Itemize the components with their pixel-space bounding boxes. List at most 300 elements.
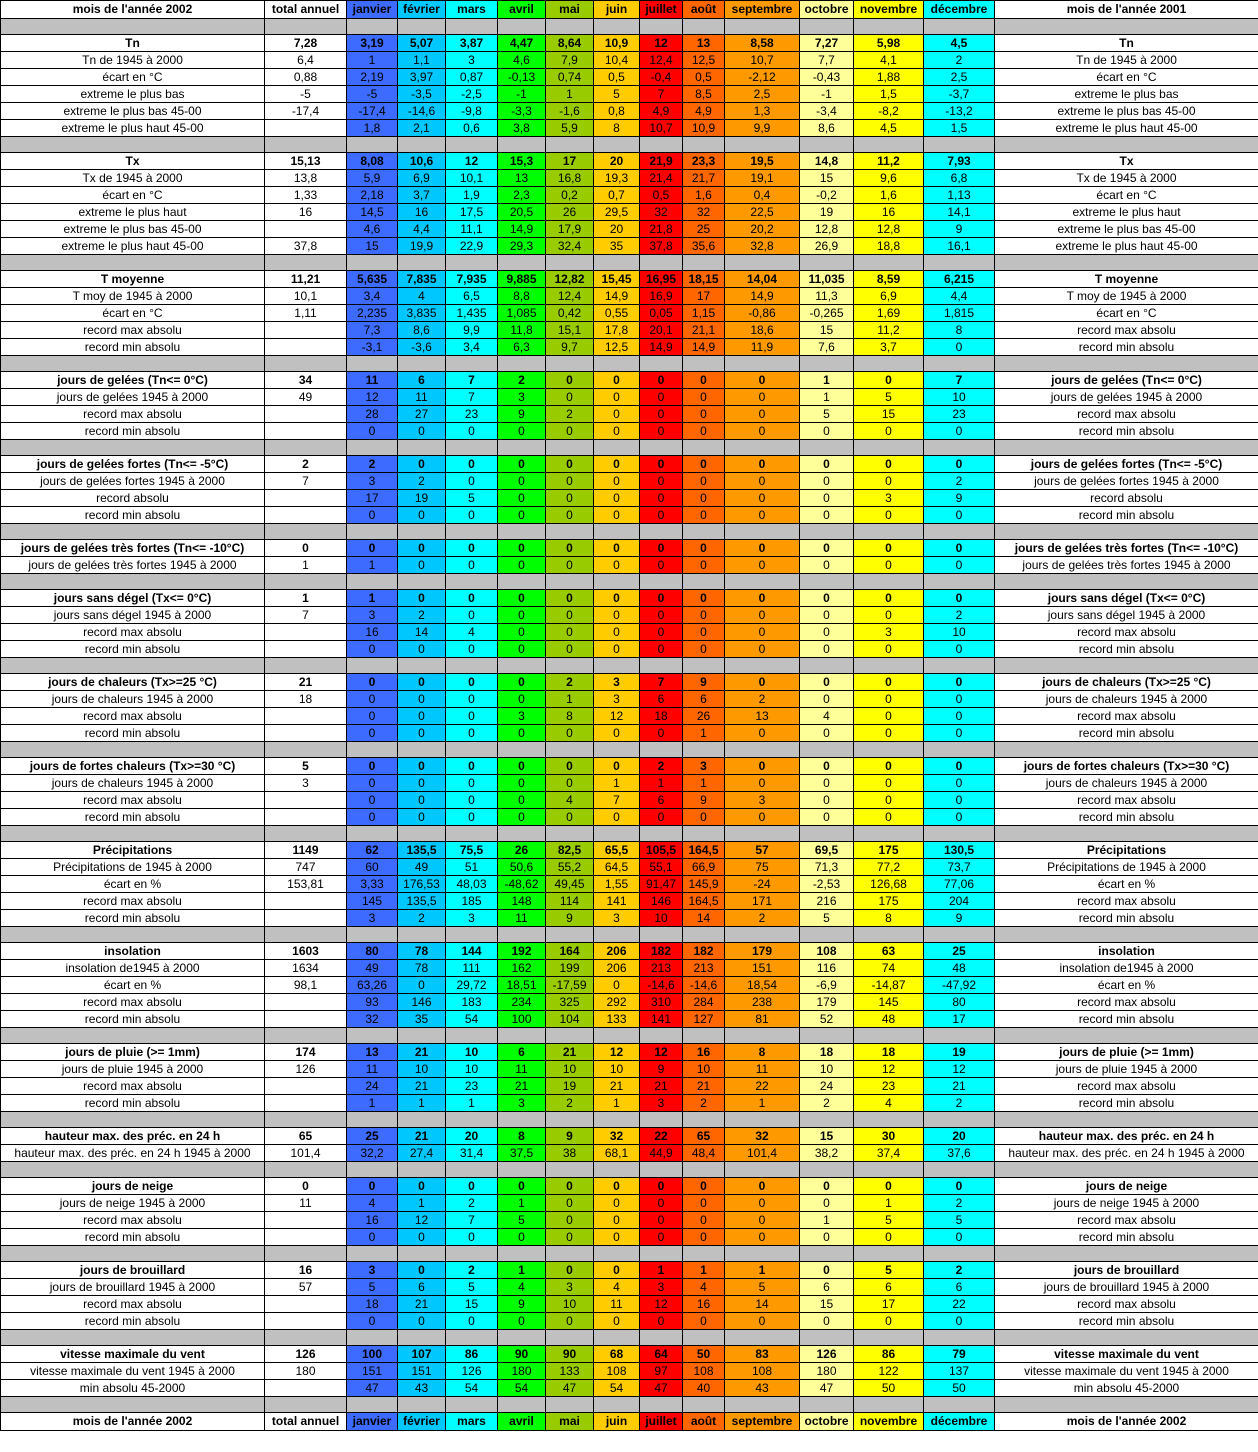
month-value-cell: 55,1 (640, 859, 683, 876)
month-value-cell: 0 (546, 1313, 594, 1330)
annual-total-cell: 7 (265, 607, 347, 624)
annual-total-cell (265, 406, 347, 423)
row-label: jours de pluie (>= 1mm) (1, 1044, 265, 1061)
month-value-cell: -1 (800, 86, 854, 103)
month-value-cell: 1 (347, 52, 398, 69)
month-value-cell: 0 (683, 406, 725, 423)
section-main-row (1, 456, 1258, 473)
month-value-cell: 1 (347, 1095, 398, 1112)
month-value-cell: 0 (446, 758, 498, 775)
month-value-cell: -2,12 (725, 69, 800, 86)
month-value-cell: 0 (546, 641, 594, 658)
month-value-cell: 14,04 (725, 271, 800, 288)
month-value-cell: 3 (725, 792, 800, 809)
month-value-cell: 0 (498, 456, 546, 473)
month-value-cell: 0 (800, 1229, 854, 1246)
month-value-cell: 54 (446, 1380, 498, 1397)
month-value-cell: 0,5 (640, 187, 683, 204)
annual-total-cell: 2 (265, 456, 347, 473)
month-value-cell: 13 (725, 708, 800, 725)
row-label: jours de pluie 1945 à 2000 (1, 1061, 265, 1078)
month-value-cell: 51 (446, 859, 498, 876)
row-label: jours de gelées (Tn<= 0°C) (1, 372, 265, 389)
row-label-right: record min absolu (995, 641, 1258, 658)
month-footer-fevrier: février (398, 1413, 446, 1431)
annual-total-cell (265, 1095, 347, 1112)
row-label: vitesse maximale du vent 1945 à 2000 (1, 1363, 265, 1380)
annual-total-cell (265, 339, 347, 356)
row-label-right: jours de gelées 1945 à 2000 (995, 389, 1258, 406)
annual-total-cell (265, 1380, 347, 1397)
month-value-cell: 11 (347, 372, 398, 389)
month-value-cell: 38 (546, 1145, 594, 1162)
month-value-cell: 16,8 (546, 170, 594, 187)
row-label-right: jours sans dégel 1945 à 2000 (995, 607, 1258, 624)
month-value-cell: 7 (446, 389, 498, 406)
month-footer-avril: avril (498, 1413, 546, 1431)
section-main-row (1, 1178, 1258, 1195)
month-value-cell: 5,07 (398, 35, 446, 52)
month-value-cell: 2 (546, 406, 594, 423)
month-value-cell: 11 (498, 1061, 546, 1078)
month-value-cell: 77,2 (854, 859, 924, 876)
month-value-cell: 175 (854, 842, 924, 859)
row-label: record max absolu (1, 406, 265, 423)
row-label-right: jours de neige (995, 1178, 1258, 1195)
month-value-cell: 0 (594, 423, 640, 440)
month-value-cell: -0,43 (800, 69, 854, 86)
month-value-cell: 0 (446, 607, 498, 624)
month-value-cell: 7,835 (398, 271, 446, 288)
month-value-cell: 10 (800, 1061, 854, 1078)
sheet-body (1, 1, 1258, 1431)
row-label-right: jours de pluie (>= 1mm) (995, 1044, 1258, 1061)
month-value-cell: 0 (640, 607, 683, 624)
month-value-cell: 17,5 (446, 204, 498, 221)
month-value-cell: 0 (854, 456, 924, 473)
month-value-cell: 17 (546, 153, 594, 170)
row-label-right: extreme le plus bas 45-00 (995, 221, 1258, 238)
month-value-cell: 2 (347, 456, 398, 473)
month-value-cell: 1,13 (924, 187, 995, 204)
month-value-cell: 238 (725, 994, 800, 1011)
month-value-cell: 0 (725, 456, 800, 473)
month-value-cell: 0 (854, 590, 924, 607)
month-value-cell: 16 (347, 624, 398, 641)
month-value-cell: 47 (800, 1380, 854, 1397)
month-value-cell: 9 (924, 490, 995, 507)
month-value-cell: 43 (398, 1380, 446, 1397)
month-value-cell: 111 (446, 960, 498, 977)
month-value-cell: 6,3 (498, 339, 546, 356)
month-value-cell: 0,05 (640, 305, 683, 322)
month-value-cell: 1 (640, 775, 683, 792)
row-label: record min absolu (1, 1313, 265, 1330)
row-label-right: extreme le plus haut 45-00 (995, 120, 1258, 137)
month-value-cell: 11,9 (725, 339, 800, 356)
table-row (1, 221, 1258, 238)
row-label: hauteur max. des préc. en 24 h 1945 à 2000 (1, 1145, 265, 1162)
month-value-cell: 0 (347, 1178, 398, 1195)
month-value-cell: 0 (398, 708, 446, 725)
table-row (1, 490, 1258, 507)
month-value-cell: 0 (347, 691, 398, 708)
month-value-cell: 1,88 (854, 69, 924, 86)
month-value-cell: 0 (725, 641, 800, 658)
month-value-cell: 6,9 (854, 288, 924, 305)
month-value-cell: 15,3 (498, 153, 546, 170)
month-value-cell: 83 (725, 1346, 800, 1363)
month-value-cell: 5,98 (854, 35, 924, 52)
month-value-cell: 0 (594, 456, 640, 473)
annual-total-cell: 126 (265, 1346, 347, 1363)
month-value-cell: 0 (640, 540, 683, 557)
separator-row (1, 574, 1258, 590)
month-header-mars: mars (446, 1, 498, 19)
row-label: record min absolu (1, 507, 265, 524)
month-value-cell: 100 (347, 1346, 398, 1363)
month-value-cell: 0 (640, 1229, 683, 1246)
row-label-right: Tn de 1945 à 2000 (995, 52, 1258, 69)
section-main-row (1, 1262, 1258, 1279)
month-value-cell: 0 (398, 423, 446, 440)
month-value-cell: 0 (800, 758, 854, 775)
row-label-right: record max absolu (995, 792, 1258, 809)
annual-total-cell: 10,1 (265, 288, 347, 305)
month-value-cell: 10 (640, 910, 683, 927)
month-value-cell: 126,68 (854, 876, 924, 893)
month-value-cell: 0 (800, 624, 854, 641)
month-value-cell: -3,5 (398, 86, 446, 103)
separator-row (1, 524, 1258, 540)
month-value-cell: -13,2 (924, 103, 995, 120)
month-value-cell: 216 (800, 893, 854, 910)
month-value-cell: 17 (347, 490, 398, 507)
month-value-cell: 0 (854, 540, 924, 557)
month-value-cell: 0 (800, 641, 854, 658)
month-value-cell: 28 (347, 406, 398, 423)
month-value-cell: 38,2 (800, 1145, 854, 1162)
month-value-cell: 8 (924, 322, 995, 339)
month-value-cell: 1 (398, 1195, 446, 1212)
month-value-cell: 0 (800, 507, 854, 524)
month-value-cell: 0 (924, 590, 995, 607)
month-value-cell: 6,9 (398, 170, 446, 187)
month-value-cell: 0 (498, 423, 546, 440)
month-value-cell: 14,9 (683, 339, 725, 356)
month-value-cell: 47 (347, 1380, 398, 1397)
month-value-cell: 14,5 (347, 204, 398, 221)
section-main-row (1, 271, 1258, 288)
month-value-cell: 86 (854, 1346, 924, 1363)
month-value-cell: 10,9 (683, 120, 725, 137)
month-value-cell: 15,1 (546, 322, 594, 339)
row-label-right: écart en °C (995, 187, 1258, 204)
month-value-cell: 0 (398, 725, 446, 742)
month-value-cell: 48,4 (683, 1145, 725, 1162)
month-value-cell: 0 (347, 423, 398, 440)
month-value-cell: 12 (640, 35, 683, 52)
table-row (1, 994, 1258, 1011)
row-label: record max absolu (1, 624, 265, 641)
row-label: record min absolu (1, 725, 265, 742)
month-header-octobre: octobre (800, 1, 854, 19)
month-value-cell: 1,435 (446, 305, 498, 322)
month-value-cell: 18,54 (725, 977, 800, 994)
month-value-cell: 0 (347, 775, 398, 792)
month-value-cell: 0 (347, 792, 398, 809)
month-value-cell: 0 (854, 1178, 924, 1195)
month-value-cell: 27 (398, 406, 446, 423)
month-value-cell: -2,53 (800, 876, 854, 893)
table-row (1, 339, 1258, 356)
month-value-cell: 204 (924, 893, 995, 910)
month-value-cell: 24 (347, 1078, 398, 1095)
month-value-cell: 1,6 (854, 187, 924, 204)
month-value-cell: 0 (546, 758, 594, 775)
row-label-right: écart en °C (995, 69, 1258, 86)
month-value-cell: 0 (446, 725, 498, 742)
month-value-cell: 0 (683, 473, 725, 490)
month-value-cell: 4,5 (854, 120, 924, 137)
separator-row (1, 1246, 1258, 1262)
month-value-cell: 0 (398, 792, 446, 809)
month-footer-mars: mars (446, 1413, 498, 1431)
month-value-cell: 17,8 (594, 322, 640, 339)
month-value-cell: 0 (924, 758, 995, 775)
month-value-cell: 0 (347, 1313, 398, 1330)
row-label-right: record max absolu (995, 322, 1258, 339)
month-value-cell: 0 (924, 674, 995, 691)
month-value-cell: 0 (398, 1313, 446, 1330)
month-value-cell: 0 (800, 674, 854, 691)
month-value-cell: 0 (594, 725, 640, 742)
month-value-cell: 127 (683, 1011, 725, 1028)
month-value-cell: 183 (446, 994, 498, 1011)
month-value-cell: 3 (498, 1095, 546, 1112)
month-value-cell: -0,13 (498, 69, 546, 86)
month-value-cell: 15 (800, 322, 854, 339)
row-label: jours de neige (1, 1178, 265, 1195)
month-value-cell: 0 (640, 423, 683, 440)
month-value-cell: 8,59 (854, 271, 924, 288)
row-label: record max absolu (1, 994, 265, 1011)
month-value-cell: 48 (924, 960, 995, 977)
month-value-cell: 0,7 (594, 187, 640, 204)
month-value-cell: 0 (594, 590, 640, 607)
month-value-cell: 15 (800, 1128, 854, 1145)
month-value-cell: 3 (594, 910, 640, 927)
month-value-cell: 5 (924, 1212, 995, 1229)
month-value-cell: 91,47 (640, 876, 683, 893)
month-value-cell: 8,6 (800, 120, 854, 137)
separator-row (1, 927, 1258, 943)
month-value-cell: 71,3 (800, 859, 854, 876)
month-value-cell: 0 (640, 725, 683, 742)
table-row (1, 86, 1258, 103)
month-value-cell: 5 (446, 1279, 498, 1296)
separator-row (1, 1397, 1258, 1413)
month-value-cell: 80 (924, 994, 995, 1011)
month-value-cell: 0 (546, 725, 594, 742)
month-value-cell: -3,4 (800, 103, 854, 120)
row-label-right: extreme le plus haut (995, 204, 1258, 221)
month-value-cell: 82,5 (546, 842, 594, 859)
month-value-cell: 22,9 (446, 238, 498, 255)
row-label-right: Tn (995, 35, 1258, 52)
annual-total-cell (265, 809, 347, 826)
month-value-cell: 0 (546, 1195, 594, 1212)
month-value-cell: 8,08 (347, 153, 398, 170)
month-value-cell: 104 (546, 1011, 594, 1028)
month-value-cell: 0 (683, 507, 725, 524)
month-value-cell: 141 (594, 893, 640, 910)
month-value-cell: 3 (347, 1262, 398, 1279)
table-row (1, 960, 1258, 977)
annual-total-cell (265, 322, 347, 339)
month-value-cell: 20 (446, 1128, 498, 1145)
table-row (1, 1313, 1258, 1330)
month-value-cell: 4 (546, 792, 594, 809)
month-value-cell: 0 (683, 641, 725, 658)
month-value-cell: 68,1 (594, 1145, 640, 1162)
month-value-cell: 5 (800, 910, 854, 927)
month-value-cell: 0 (683, 372, 725, 389)
month-value-cell: 0 (594, 389, 640, 406)
row-label: record min absolu (1, 1229, 265, 1246)
month-value-cell: 0 (594, 977, 640, 994)
month-value-cell: 14,9 (498, 221, 546, 238)
row-label: extreme le plus bas (1, 86, 265, 103)
month-value-cell: 164,5 (683, 842, 725, 859)
month-value-cell: -9,8 (446, 103, 498, 120)
month-value-cell: 162 (498, 960, 546, 977)
month-value-cell: 5 (594, 86, 640, 103)
month-value-cell: -3,6 (398, 339, 446, 356)
month-value-cell: 20,1 (640, 322, 683, 339)
table-row (1, 406, 1258, 423)
month-value-cell: 0 (800, 423, 854, 440)
row-label-right: extreme le plus bas (995, 86, 1258, 103)
month-value-cell: 5 (854, 389, 924, 406)
row-label-right: jours sans dégel (Tx<= 0°C) (995, 590, 1258, 607)
month-footer-novembre: novembre (854, 1413, 924, 1431)
month-value-cell: 21,1 (683, 322, 725, 339)
month-value-cell: 0 (683, 557, 725, 574)
annual-total-cell: 1 (265, 557, 347, 574)
month-value-cell: 2 (924, 607, 995, 624)
month-value-cell: 0 (347, 674, 398, 691)
month-value-cell: 0 (683, 607, 725, 624)
month-value-cell: 1 (446, 1095, 498, 1112)
month-value-cell: 0 (725, 809, 800, 826)
month-value-cell: 47 (640, 1380, 683, 1397)
month-value-cell: 10 (546, 1061, 594, 1078)
month-value-cell: 179 (725, 943, 800, 960)
month-value-cell: 6 (640, 792, 683, 809)
month-value-cell: 11,2 (854, 322, 924, 339)
month-value-cell: 12 (640, 1296, 683, 1313)
month-value-cell: 0 (854, 423, 924, 440)
month-value-cell: 19 (398, 490, 446, 507)
month-value-cell: 0 (498, 540, 546, 557)
month-value-cell: 10,7 (640, 120, 683, 137)
month-value-cell: 0 (800, 792, 854, 809)
month-value-cell: 0 (398, 590, 446, 607)
annual-total-cell: 126 (265, 1061, 347, 1078)
table-row (1, 507, 1258, 524)
month-value-cell: 0 (800, 691, 854, 708)
month-value-cell: 1 (640, 1262, 683, 1279)
month-value-cell: 0 (546, 590, 594, 607)
month-value-cell: 81 (725, 1011, 800, 1028)
month-value-cell: 0 (640, 590, 683, 607)
row-label: jours de chaleurs 1945 à 2000 (1, 691, 265, 708)
month-value-cell: 3 (498, 389, 546, 406)
month-value-cell: 108 (800, 943, 854, 960)
month-value-cell: 32,2 (347, 1145, 398, 1162)
table-row (1, 893, 1258, 910)
month-value-cell: 5,9 (546, 120, 594, 137)
month-value-cell: 35,6 (683, 238, 725, 255)
month-value-cell: 0 (546, 423, 594, 440)
row-label: record max absolu (1, 1212, 265, 1229)
annual-total-cell: 1603 (265, 943, 347, 960)
month-value-cell: 6,5 (446, 288, 498, 305)
month-value-cell: 16 (854, 204, 924, 221)
table-row (1, 624, 1258, 641)
month-value-cell: 8 (498, 1128, 546, 1145)
month-value-cell: 18,15 (683, 271, 725, 288)
month-value-cell: 5,9 (347, 170, 398, 187)
month-value-cell: 15 (800, 170, 854, 187)
month-value-cell: 0 (594, 1262, 640, 1279)
month-value-cell: 1 (594, 1095, 640, 1112)
annual-total-cell (265, 1296, 347, 1313)
month-value-cell: 0 (800, 590, 854, 607)
month-value-cell: 0 (446, 641, 498, 658)
header-row-bottom (1, 1413, 1258, 1431)
table-row (1, 1296, 1258, 1313)
section-main-row (1, 540, 1258, 557)
month-value-cell: 133 (594, 1011, 640, 1028)
month-value-cell: 11 (725, 1061, 800, 1078)
month-value-cell: 7 (446, 1212, 498, 1229)
month-value-cell: 0 (640, 456, 683, 473)
separator-row (1, 255, 1258, 271)
month-value-cell: 116 (800, 960, 854, 977)
month-value-cell: 0 (398, 1229, 446, 1246)
month-value-cell: 3,97 (398, 69, 446, 86)
month-value-cell: 3 (683, 758, 725, 775)
row-label: record max absolu (1, 893, 265, 910)
month-value-cell: 54 (446, 1011, 498, 1028)
month-value-cell: 14 (725, 1296, 800, 1313)
table-row (1, 389, 1258, 406)
row-label-right: T moyenne (995, 271, 1258, 288)
annual-total-cell: 15,13 (265, 153, 347, 170)
month-value-cell: 26 (683, 708, 725, 725)
month-value-cell: 0 (546, 607, 594, 624)
month-value-cell: 19 (924, 1044, 995, 1061)
table-row (1, 52, 1258, 69)
month-value-cell: 0 (854, 607, 924, 624)
month-value-cell: 133 (546, 1363, 594, 1380)
month-value-cell: 2 (398, 607, 446, 624)
annual-total-cell: 1 (265, 590, 347, 607)
month-value-cell: 171 (725, 893, 800, 910)
annual-total-cell (265, 792, 347, 809)
